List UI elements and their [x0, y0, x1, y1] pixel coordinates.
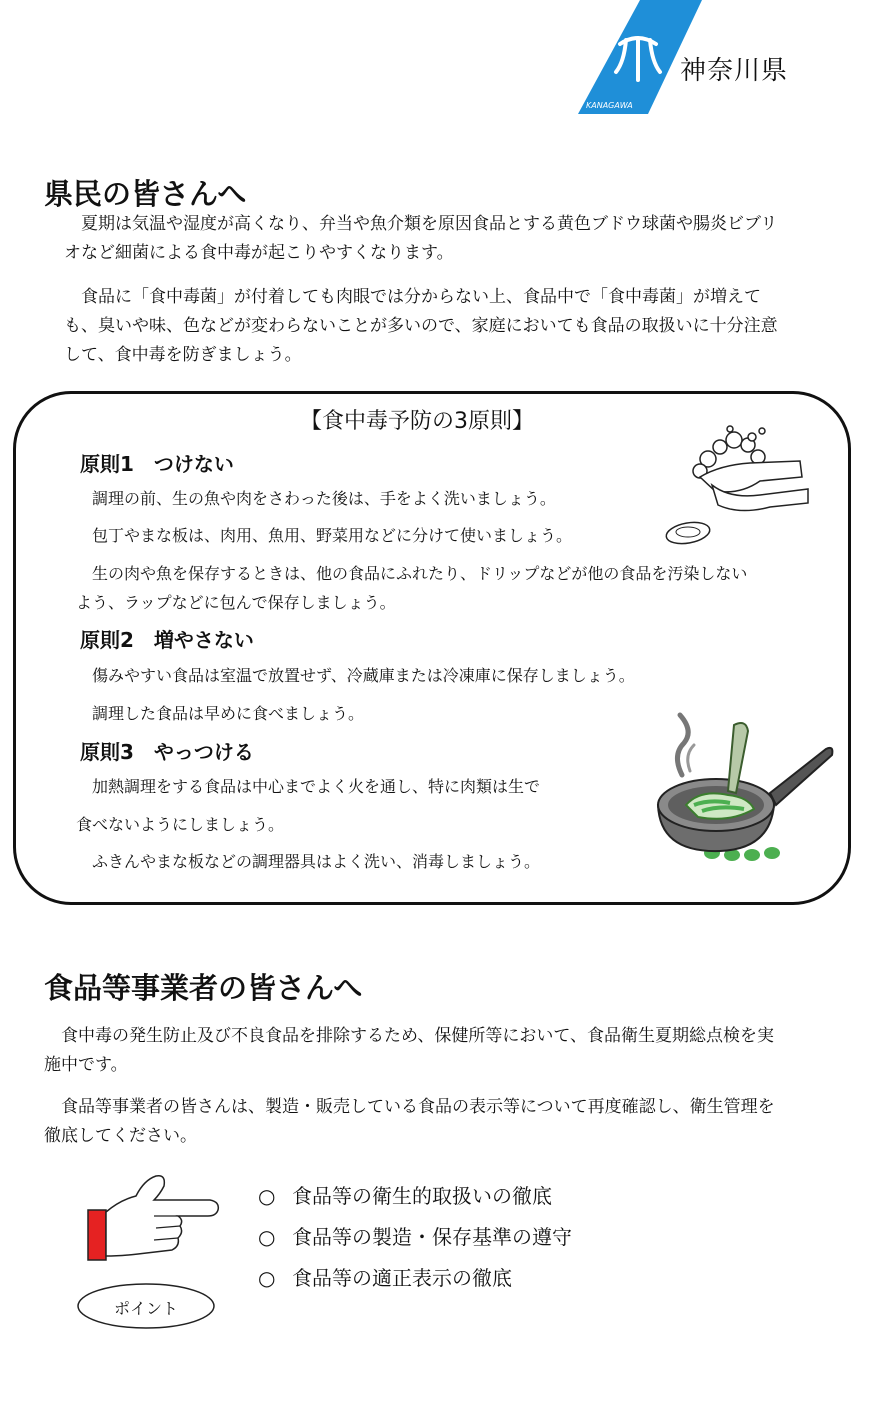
businesses-paragraph-2: 食品等事業者の皆さんは、製造・販売している食品の表示等について再度確認し、衛生管理を徹底してください。	[44, 1097, 775, 1147]
point-item-2: ○ 食品等の製造・保存基準の遵守	[258, 1225, 572, 1249]
principle-3-line-1: 加熱調理をする食品は中心までよく火を通し、特に肉類は生で	[92, 777, 541, 796]
bullet-circle-icon: ○	[258, 1225, 276, 1249]
point-item-1: ○ 食品等の衛生的取扱いの徹底	[258, 1184, 552, 1208]
bullet-circle-icon: ○	[258, 1266, 276, 1290]
principle-3-line-2: 食べないようにしましょう。	[76, 815, 285, 834]
bullet-circle-icon: ○	[258, 1184, 276, 1208]
point-item-3: ○ 食品等の適正表示の徹底	[258, 1266, 512, 1290]
residents-paragraph-1: 夏期は気温や湿度が高くなり、弁当や魚介類を原因食品とする黄色ブドウ球菌や腸炎ビブリオなど細菌による食中毒が起こりやすくなります。	[64, 214, 778, 264]
principles-title: 【食中毒予防の3原則】	[300, 409, 534, 434]
hand-washing-illustration	[660, 425, 810, 555]
point-label: ポイント	[113, 1299, 178, 1318]
logo-text: 神奈川県	[680, 56, 789, 86]
principle-2-line-2: 調理した食品は早めに食べましょう。	[92, 704, 365, 723]
residents-paragraph-2: 食品に「食中毒菌」が付着しても肉眼では分からない上、食品中で「食中毒菌」が増えても、臭いや味、色などが変わらないことが多いので、家庭においても食品の取扱いに十分注意して、食中毒を防ぎましょう。	[64, 287, 778, 366]
principle-1-line-2: 包丁やまな板は、肉用、魚用、野菜用などに分けて使いましょう。	[92, 526, 573, 545]
frying-pan-illustration	[650, 705, 840, 865]
logo-subtext: KANAGAWA	[586, 101, 633, 110]
principle-3-line-3: ふきんやまな板などの調理器具はよく洗い、消毒しましょう。	[92, 852, 541, 871]
principle-1-line-3: 生の肉や魚を保存するときは、他の食品にふれたり、ドリップなどが他の食品を汚染しない	[92, 564, 748, 583]
residents-heading: 県民の皆さんへ	[44, 177, 247, 211]
principle-1-line-1: 調理の前、生の魚や肉をさわった後は、手をよく洗いましょう。	[92, 489, 556, 508]
principle-1-heading: 原則1 つけない	[80, 452, 234, 476]
pointing-hand-icon	[80, 1170, 230, 1266]
principle-2-line-1: 傷みやすい食品は室温で放置せず、冷蔵庫または冷凍庫に保存しましょう。	[92, 666, 635, 685]
businesses-paragraph-1: 食中毒の発生防止及び不良食品を排除するため、保健所等において、食品衛生夏期総点検を実施中です。	[44, 1026, 774, 1076]
principle-1-line-4: よう、ラップなどに包んで保存しましょう。	[76, 593, 396, 612]
businesses-heading: 食品等事業者の皆さんへ	[44, 971, 363, 1005]
principle-2-heading: 原則2 増やさない	[80, 628, 254, 652]
principle-3-heading: 原則3 やっつける	[80, 740, 254, 764]
